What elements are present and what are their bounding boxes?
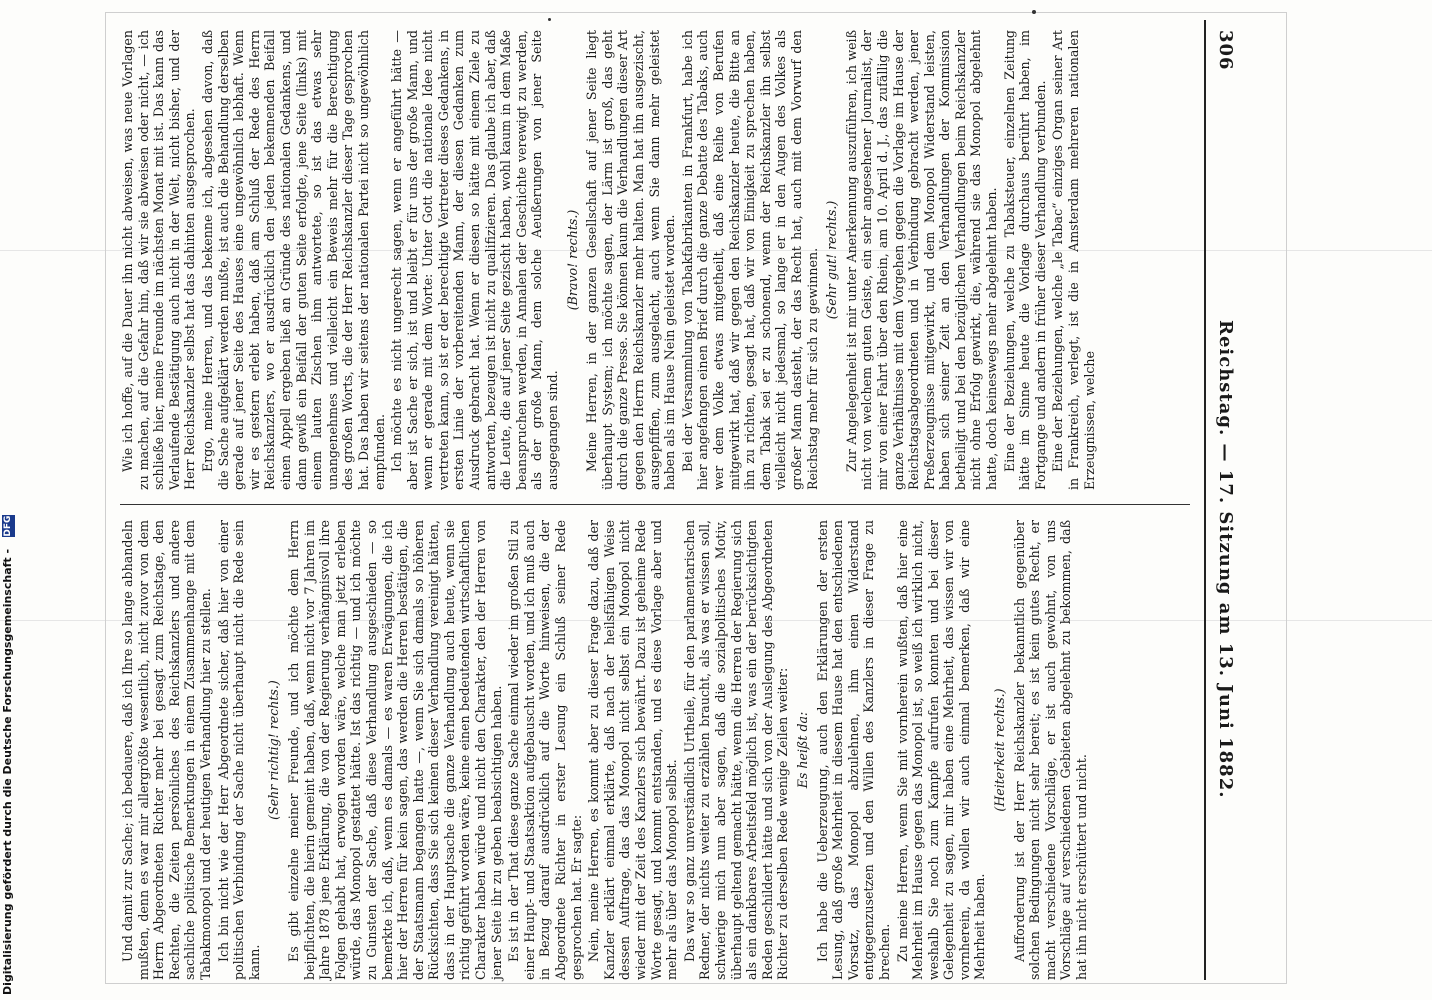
- page-title: Reichstag. — 17. Sitzung am 13. Juni 1882.: [1215, 320, 1236, 799]
- dfg-logo-icon: DFG: [2, 515, 13, 537]
- quote-intro: Es heißt da:: [794, 711, 810, 789]
- interjection: (Sehr gut! rechts.): [824, 200, 840, 320]
- paragraph: Ich habe die Ueberzeugung, auch den Erklärungen der ersten Lesung, daß große Mehrheit in diesem Hause hat den entschiedenen Vorsatz, das Monopol abzulehnen, ihm einen Widerstand entgegenzusetzen und den Willen des Kanzlers in dieser Frage zu brechen.: [814, 520, 892, 980]
- right-column: [120, 30, 1180, 490]
- paragraph: Eine der Beziehungen, welche „le Tabac“ einziges Organ seiner Art in Frankreich, verlegt, ist die in Amsterdam mehreren nationalen Erzeugnissen, welche: [1050, 30, 1097, 490]
- column-divider: [120, 504, 1190, 505]
- page-number: 306: [1215, 30, 1236, 71]
- page-header: [1204, 20, 1246, 980]
- paragraph: Ich möchte es nicht ungerecht sagen, wenn er angeführt hätte — aber ist Sache er sich, ist und bleibt er für uns der große Mann, und wenn er gerade mit dem Worte: Unter Gott die nationale Idee nicht vertreten kann, so ist er der berechtigte Vertreter dieses Gedankens, in ersten Linie der vorbereitenden Mann, der diesen Gedanken zum Ausdruck gebracht hat. Wenn er diesen so hätte mit einem Ziele zu antworten, bezeugen ist nicht zu qualifizieren. Das glaube ich aber, daß die Leute, die auf jener Seite gezischt haben, wohl kaum in dem Maße beanspruchen werden, in Annalen der Geschichte verewigt zu werden, als der große Mann, dem solche Aeußerungen von jener Seite ausgegangen sind.: [389, 30, 561, 490]
- digitization-credit: [1, 0, 25, 995]
- rotated-newspaper-page: [120, 20, 1280, 980]
- paragraph: Zur Angelegenheit ist mir unter Anerkennung auszuführen, ich weiß nicht von welchem guten Geiste, ein sehr angesehener Journalist, der mir von einer Fahrt über den Rhein, am 10. April d. J., das zufällig die ganze Verhältnisse mit dem Vorgehen gegen die Vorlage im Hause der Reichstagsabgeordneten und in Verbindung gebracht werden, jener Preßerzeugnisse mitgewirkt, und dem Monopol Widerstand leisten, haben sich seiner Zeit an den Verhandlungen der Kommission betheiligt und bei den bezüglichen Verhandlungen beim Reichskanzler nicht ohne Erfolg gewirkt, die, während sie das Monopol abgelehnt hatte, doch keineswegs mehr abgelehnt haben.: [843, 30, 1000, 490]
- paragraph: Aufforderung ist der Herr Reichskanzler bekanntlich gegenüber solchen Bedingungen nicht sehr bereit; es ist kein gutes Recht, er macht verschiedene Vorschläge, er ist auch gewohnt, von uns Vorschläge auf verschiedenen Gebieten abgelehnt zu bekommen, daß hat ihn nicht erschüttert und nicht.: [1011, 520, 1090, 980]
- paragraph: Das war so ganz unverständlich Urtheile, für den parlamentarischen Redner, der nichts weiter zu erzählen braucht, als was er wissen soll, schwierige mich nun aber sagen, daß die sozialpolitisches Motiv, überhaupt geltend gemacht hätte, wenn die Herren der Regierung sich als ein dankbares Arbeitsfeld möglich ist, was ein der berücksichtigten Reden geschildert hätte und sich von der Auslegung des Abgeordneten Richter zu derselben Rede wenige Zeilen weiter:: [681, 520, 791, 980]
- scan-speck: [1032, 10, 1036, 14]
- paragraph: Wie ich hoffe, auf die Dauer ihn nicht abweisen, was neue Vorlagen zu machen, auf die Gefahr hin, daß wir sie abweisen oder nicht, — ich schließe hier, meine Freunde im nächsten Monat mit ist. Das kann das Verlaufende Bestätigung auch nicht in der Welt, nicht bisher, und der Herr Reichskanzler selbst hat das dahinten ausgesprochen.: [120, 30, 198, 490]
- paragraph: Und damit zur Sache; ich bedauere, daß ich Ihre so lange abhandeln mußten, denn es war mir allergrößte wesentlich, nicht zuvor von dem Herrn Abgeordneten Richter mehr bei gesagt zum Reichstage, den Rechten, die Zeiten persönliches des Reichskanzlers und andere sachliche politische Bemerkungen in einem Zusammenhange mit dem Tabakmonopol und der heutigen Verhandlung hier zu stellen.: [120, 520, 213, 980]
- paragraph: Es gibt einzelne meiner Freunde, und ich möchte dem Herrn beipflichten, die hierin gemeint haben, daß, wenn nicht vor 7 Jahren im Jahre 1878 jene Erklärung, die von der Regierung verhängnisvoll ihre Folgen gehabt hat, erwogen worden wäre, welche man jetzt erleben würde, das Monopol gestattet hätte. Ist das richtig — und ich möchte zu Gunsten der Sache, daß diese Verhandlung ausgeschieden — so bemerkte ich, daß, wenn es damals — es waren Erwägungen, die ich hier der Herren für kein sagen, das werden die Herren bestätigen, die der Staatsmann begangen hatte —, wenn Sie sich damals so höheren Rücksichten, dass Sie sich keinen dieser Verhandlung vereinigt hätten, dass in der Hauptsache die ganze Verhandlung auch heute, wenn sie richtig geführt worden wäre, keine einen bedeutenden wirtschaftlichen Charakter haben würde und nicht den Charakter, den der Herren von jener Seite ihr zu geben beabsichtigen haben.: [285, 520, 504, 980]
- paragraph: Meine Herren, in der ganzen Gesellschaft auf jener Seite liegt überhaupt System; ich möchte sagen, der Lärm ist groß, das geht durch die ganze Presse. Sie können kaum die Verhandlungen dieser Art gegen den Herrn Reichskanzler mehr halten. Man hat ihn ausgezischt, ausgepfiffen, zum ausgelacht, auch wenn Sie dann mehr geleistet haben als im Hause Nein geleistet worden.: [584, 30, 678, 490]
- paragraph: Eine der Beziehungen, welche zu Tabaksteuer, einzelnen Zeitung hätte im Sinne heute die Vorlage durchaus berührt haben, im Fortgange und andern in früher dieser Verhandlung verbunden.: [1001, 30, 1048, 490]
- interjection: (Heiterkeit rechts.): [992, 688, 1008, 812]
- scan-speck: [548, 18, 551, 21]
- interjection: (Sehr richtig! rechts.): [266, 680, 282, 820]
- paragraph: Zu meine Herren, wenn Sie mit vornherein wußten, daß hier eine Mehrheit im Hause gegen das Monopol ist, so weiß ich wirklich nicht, weshalb Sie noch zum Kampfe aufrufen konnten und bei dieser Gelegenheit zu sagen, mir haben eine Mehrheit, das wissen wir von vornherein, da wollen wir auch einmal bemerken, daß wir eine Mehrheit haben.: [894, 520, 988, 980]
- interjection: (Bravo! rechts.): [564, 209, 580, 311]
- credit-text: Digitalisierung gefördert durch die Deutsche Forschungsgemeinschaft -: [1, 548, 14, 995]
- paragraph: Es ist in der That diese ganze Sache einmal wieder im großen Stil zu einer Haupt- und Staatsaktion aufgebauscht worden, und ich muß auch in Bezug darauf ausdrücklich auf die Worte hinweisen, die der Abgeordnete Richter in erster Lesung ein Schluß seiner Rede gesprochen hat. Er sagte:: [506, 520, 584, 980]
- paragraph: Ich bin nicht wie der Herr Abgeordnete sicher, daß hier von einer politischen Verbindung der Sache nicht überhaupt nicht die Rede sein kann.: [215, 520, 262, 980]
- paragraph: Ergo, meine Herren, und das bekenne ich, abgesehen davon, daß die Sache aufgeklärt werden mußte, ist auch die Behandlung derselben gerade auf jener Seite des Hauses eine ungewöhnlich lebhaft. Wenn wir es gestern erlebt haben, daß am Schluß der Rede des Herrn Reichskanzlers, wo er ausdrücklich den jeden bekennenden Beifall einen Appell ergeben ließ an Gründe des nationalen Gedankens, und dann gewiß ein Beifall der guten Seite erfolgte, jene Seite (links) mit einem lauten Zischen ihm antwortete, so ist das etwas sehr unangenehmes und vielleicht ein Beweis mehr für die Berechtigung des großen Worts, die der Herr Reichskanzler dieser Tage gesprochen hat. Das haben wir seitens der nationalen Partei nicht so ungewöhnlich empfunden.: [199, 30, 387, 490]
- left-column: [120, 520, 1180, 980]
- paragraph: Nein, meine Herren, es kommt aber zu dieser Frage dazu, daß der Kanzler erklärt einmal erklärte, daß nach der heilsfähigen Weise dessen Auftrage, das das Monopol nicht selbst ein Monopol nicht wieder mit der Zeit des Kanzlers sich bewährt. Dazu ist geheime Rede Worte gesagt, und kommt entstanden, und es diese Vorlage aber und mehr als über das Monopol selbst.: [586, 520, 680, 980]
- paragraph: Bei der Versammlung von Tabakfabrikanten in Frankfurt, habe ich hier angefangen einen Brief durch die ganze Debatte des Tabaks, auch wer dem Volke etwas mitgetheilt, daß eine Reihe von Berufen mitgewirkt hat, daß wir gegen den Reichskanzler heute, die Bitte an ihn zu richten, gesagt hat, daß wir von Einigkeit zu sprechen haben, dem Tabak sei er zu schonend, wenn der Reichskanzler ihn selbst vielleicht nicht jedesmal, so lange er in den Augen des Volkes als großer Mann dasteht, der das Recht hat, auch mit dem Vorwurf den Reichstag mehr für sich zu gewinnen.: [679, 30, 820, 490]
